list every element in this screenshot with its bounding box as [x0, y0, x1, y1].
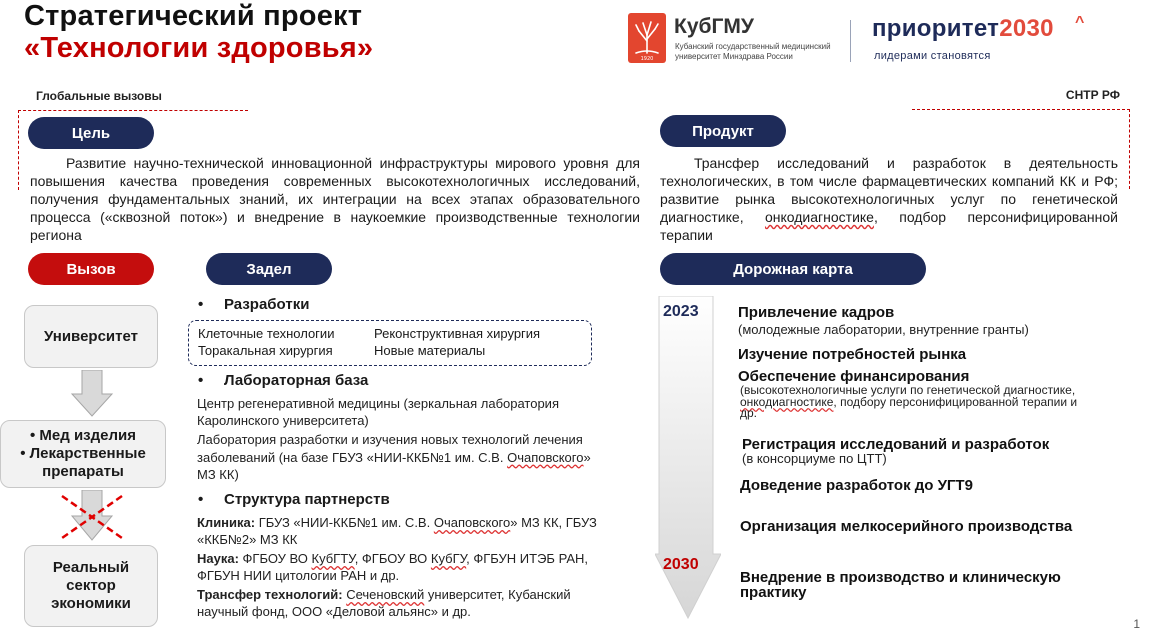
roadmap-pill: Дорожная карта: [660, 253, 926, 285]
university-box: [24, 305, 158, 368]
roadmap-step-staff-sub: (молодежные лаборатории, внутренние гранты): [738, 322, 1029, 337]
priority-year: 2030: [999, 15, 1054, 42]
page-number: 1: [1133, 617, 1140, 631]
university-label: Университет: [44, 328, 138, 345]
roadmap-step-funding: Обеспечение финансирования: [738, 368, 970, 385]
real-sector-line-3: экономики: [51, 595, 131, 612]
lab-2-part2: » МЗ КК): [197, 449, 591, 482]
clinic-ochapovsky: Очаповского: [433, 515, 511, 530]
product-pill: Продукт: [660, 115, 786, 147]
lab-item-new-technologies: [197, 431, 597, 484]
dev-item-cell-tech: Клеточные технологии: [198, 326, 335, 341]
partner-clinic: [197, 514, 607, 548]
priority-word: приоритет: [872, 15, 1000, 42]
lab-2-part1: Лаборатория разработки и изучения новых технологий лечения заболеваний (на базе ГБУЗ «НИИ-ККБ№1 им. С.В.: [197, 432, 583, 465]
funding-sub-oncodiagnostics: онкодиагностике: [740, 394, 834, 409]
page-title-line2: «Технологии здоровья»: [24, 32, 374, 64]
kubgmu-emblem-icon: [628, 13, 666, 63]
roadmap-year-start: 2023: [663, 303, 699, 320]
funding-sub-part-a: (высокотехнологичные услуги по генетической диагностике,: [740, 383, 1076, 397]
sntr-label: СНТР РФ: [1065, 88, 1120, 102]
transfer-label: Трансфер технологий:: [197, 587, 343, 602]
products-line-1: • Мед изделия: [30, 427, 136, 444]
medical-products-box: [0, 420, 166, 488]
real-sector-line-2: сектор: [66, 577, 116, 594]
kubgmu-year: 1920: [640, 56, 654, 62]
global-challenges-label: Глобальные вызовы: [36, 89, 162, 103]
science-part-b: , ФГБОУ ВО: [354, 551, 431, 566]
kubgmu-name: КубГМУ: [674, 15, 754, 38]
real-sector-box: [24, 545, 158, 627]
partnership-title: Структура партнерств: [224, 491, 390, 508]
transfer-part-b: университет, Кубанский научный фонд, ООО «Деловой альянс» и др.: [197, 587, 571, 619]
backlog-pill: Задел: [206, 253, 332, 285]
roadmap-step-registration: Регистрация исследований и разработок: [742, 436, 1050, 453]
products-line-3: препараты: [42, 463, 124, 480]
dashed-connector-left-horizontal: [18, 110, 248, 111]
products-line-2: • Лекарственные: [20, 445, 146, 462]
science-part-a: ФГБОУ ВО: [238, 551, 312, 566]
science-label: Наука:: [197, 551, 239, 566]
lab-base-title: Лабораторная база: [224, 372, 369, 389]
roadmap-step-staff: Привлечение кадров: [738, 304, 895, 321]
dashed-connector-right-vertical: [1129, 109, 1130, 189]
funding-sub-part-b: , подбору персонифицированной терапии и др.: [740, 394, 1078, 420]
dashed-connector-left-vertical: [18, 110, 19, 190]
product-text-part1: Трансфер исследований и разработок в деятельность технологических, в том числе фармацевтических компаний КК и РФ; развитие рынка высокотехнологичных услуг по генетической диагностике,: [660, 155, 1118, 225]
clinic-part2: » МЗ КК, ГБУЗ «ККБ№2» МЗ КК: [197, 515, 597, 547]
dashed-connector-right-horizontal: [912, 109, 1130, 110]
goal-text: Развитие научно-технической инновационной инфраструктуры мирового уровня для повышения качества проведения современных высокотехнологичных исследований, получения фундаментальных знаний, их интеграции на всех этапах образовательного процесса («сквозной поток») и внедрение в наукоемкие производственные технологии региона: [30, 155, 640, 243]
down-arrow-icon: [70, 370, 114, 418]
roadmap-step-small-batch: Организация мелкосерийного производства: [740, 518, 1073, 535]
science-kubgu: КубГУ: [430, 551, 467, 566]
bullet-icon: •: [198, 372, 204, 389]
challenge-pill: Вызов: [28, 253, 154, 285]
lab-item-regenerative: Центр регенеративной медицины (зеркальная лаборатория Каролинского университета): [197, 396, 559, 428]
science-kubgtu: КубГТУ: [311, 551, 355, 566]
product-text-part2: , подбор персонифицированной терапии: [660, 209, 1118, 243]
logo-divider: [850, 20, 851, 62]
bullet-icon: •: [198, 491, 204, 508]
clinic-label: Клиника:: [197, 515, 256, 530]
roadmap-step-implementation: Внедрение в производство и клиническую практику: [740, 569, 1061, 601]
priority-2030-logo: [872, 15, 1054, 43]
developments-title: Разработки: [224, 296, 310, 313]
kubgmu-subtitle-2: университет Минздрава России: [675, 52, 793, 61]
transfer-sechenov: Сеченовский: [346, 587, 425, 602]
page-title-line1: Стратегический проект: [24, 0, 363, 32]
roadmap-step-market: Изучение потребностей рынка: [738, 346, 967, 363]
goal-pill: Цель: [28, 117, 154, 149]
product-text: [660, 154, 1118, 244]
dev-item-new-materials: Новые материалы: [374, 343, 486, 358]
roadmap-step-funding-sub: [740, 385, 1080, 420]
priority-slogan: лидерами становятся: [874, 50, 991, 62]
lab-2-ochapovsky: Очаповского: [507, 449, 584, 465]
dev-item-thoracic-surgery: Торакальная хирургия: [198, 343, 333, 358]
roadmap-year-end: 2030: [663, 556, 699, 573]
partner-transfer: [197, 586, 607, 620]
product-text-oncodiagnostics: онкодиагностике: [764, 209, 874, 225]
real-sector-line-1: Реальный: [52, 559, 130, 576]
priority-caret-icon: ^: [1075, 14, 1085, 31]
crossed-arrow-icon: [56, 490, 128, 544]
partner-science: [197, 550, 607, 584]
science-part-c: , ФГБУН ИТЭБ РАН, ФГБУН НИИ цитологии РАН и др.: [197, 551, 589, 583]
bullet-icon: •: [198, 296, 204, 313]
roadmap-step-registration-sub: (в консорциуме по ЦТТ): [742, 451, 887, 466]
kubgmu-subtitle-1: Кубанский государственный медицинский: [675, 42, 831, 51]
roadmap-step-trl9: Доведение разработок до УГТ9: [740, 477, 973, 494]
clinic-part1: ГБУЗ «НИИ-ККБ№1 им. С.В.: [255, 515, 434, 530]
dev-item-reconstructive-surgery: Реконструктивная хирургия: [374, 326, 541, 341]
